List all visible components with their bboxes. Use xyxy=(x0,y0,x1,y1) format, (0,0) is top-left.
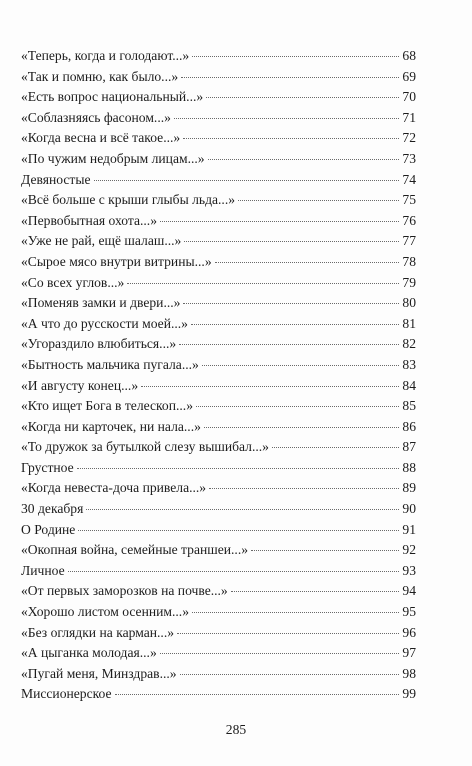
toc-entry-page-number: 77 xyxy=(402,233,416,249)
dot-leader xyxy=(174,118,399,119)
toc-entry-page-number: 99 xyxy=(402,686,416,702)
dot-leader xyxy=(127,283,399,284)
dot-leader xyxy=(192,612,399,613)
toc-entry xyxy=(21,211,416,232)
toc-entry-page-number: 75 xyxy=(402,192,416,208)
dot-leader xyxy=(94,180,400,181)
toc-entry-title: «Со всех углов...» xyxy=(21,274,125,290)
toc-entry-page-number: 71 xyxy=(402,109,416,125)
toc-entry-page-number: 82 xyxy=(402,336,416,352)
toc-entry-page-number: 85 xyxy=(402,398,416,414)
dot-leader xyxy=(251,550,399,551)
dot-leader xyxy=(209,488,399,489)
toc-entry-title: «А цыганка молодая...» xyxy=(21,645,157,661)
toc-entry-title: «Есть вопрос национальный...» xyxy=(21,89,204,105)
dot-leader xyxy=(206,97,399,98)
dot-leader xyxy=(77,468,400,469)
dot-leader xyxy=(184,241,399,242)
toc-entry-title: «Когда ни карточек, ни нала...» xyxy=(21,418,201,434)
toc-entry xyxy=(21,478,416,499)
dot-leader xyxy=(208,159,400,160)
toc-entry xyxy=(21,355,416,376)
dot-leader xyxy=(179,344,399,345)
toc-entry-title: Грустное xyxy=(21,459,74,475)
toc-entry-page-number: 91 xyxy=(402,521,416,537)
toc-entry-title: «Сырое мясо внутри витрины...» xyxy=(21,253,212,269)
toc-entry-page-number: 87 xyxy=(402,439,416,455)
toc-entry xyxy=(21,334,416,355)
toc-entry xyxy=(21,664,416,685)
dot-leader xyxy=(78,530,399,531)
toc-entry xyxy=(21,643,416,664)
toc-entry-title: 30 декабря xyxy=(21,501,84,517)
toc-entry xyxy=(21,87,416,108)
toc-entry xyxy=(21,458,416,479)
toc-entry xyxy=(21,170,416,191)
toc-entry xyxy=(21,252,416,273)
dot-leader xyxy=(86,509,399,510)
toc-entry-title: «Пугай меня, Минздрав...» xyxy=(21,665,177,681)
toc-entry xyxy=(21,684,416,705)
toc-entry xyxy=(21,46,416,67)
dot-leader xyxy=(192,56,399,57)
toc-entry-page-number: 94 xyxy=(402,583,416,599)
toc-entry-page-number: 93 xyxy=(402,562,416,578)
toc-entry-title: Миссионерское xyxy=(21,686,112,702)
toc-entry-page-number: 83 xyxy=(402,356,416,372)
toc-entry-title: «Уже не рай, ещё шалаш...» xyxy=(21,233,182,249)
toc-entry-page-number: 79 xyxy=(402,274,416,290)
toc-entry-page-number: 96 xyxy=(402,624,416,640)
toc-entry xyxy=(21,561,416,582)
dot-leader xyxy=(160,221,399,222)
dot-leader xyxy=(115,694,400,695)
toc-entry xyxy=(21,520,416,541)
toc-entry-page-number: 92 xyxy=(402,542,416,558)
dot-leader xyxy=(238,200,399,201)
toc-entry-page-number: 68 xyxy=(402,48,416,63)
toc-entry xyxy=(21,540,416,561)
toc-entry-page-number: 89 xyxy=(402,480,416,496)
toc-entry-page-number: 69 xyxy=(402,68,416,84)
table-of-contents xyxy=(21,46,416,705)
dot-leader xyxy=(204,427,400,428)
toc-entry-title: «От первых заморозков на почве...» xyxy=(21,583,228,599)
toc-entry-title: «Бытность мальчика пугала...» xyxy=(21,356,199,372)
toc-entry-title: «По чужим недобрым лицам...» xyxy=(21,150,205,166)
toc-entry-title: «Когда весна и всё такое...» xyxy=(21,130,181,146)
dot-leader xyxy=(202,365,400,366)
toc-entry-page-number: 76 xyxy=(402,212,416,228)
toc-entry-page-number: 95 xyxy=(402,604,416,620)
toc-entry-title: «Когда невеста-доча привела...» xyxy=(21,480,207,496)
toc-entry xyxy=(21,314,416,335)
toc-entry xyxy=(21,396,416,417)
dot-leader xyxy=(177,633,399,634)
toc-entry xyxy=(21,499,416,520)
toc-entry xyxy=(21,190,416,211)
toc-entry-title: «Угораздило влюбиться...» xyxy=(21,336,177,352)
toc-entry-page-number: 73 xyxy=(402,150,416,166)
dot-leader xyxy=(160,653,400,654)
toc-entry-page-number: 81 xyxy=(402,315,416,331)
toc-entry-title: «Окопная война, семейные траншеи...» xyxy=(21,542,249,558)
toc-entry-title: «Кто ищет Бога в телескоп...» xyxy=(21,398,193,414)
toc-entry xyxy=(21,437,416,458)
toc-entry-title: «Так и помню, как было...» xyxy=(21,68,179,84)
toc-entry-page-number: 97 xyxy=(402,645,416,661)
toc-entry-title: «Теперь, когда и голодают...» xyxy=(21,48,190,63)
toc-entry-title: «Соблазняясь фасоном...» xyxy=(21,109,171,125)
toc-entry-page-number: 84 xyxy=(402,377,416,393)
toc-entry-page-number: 90 xyxy=(402,501,416,517)
toc-entry xyxy=(21,231,416,252)
toc-entry xyxy=(21,67,416,88)
page-number: 285 xyxy=(225,722,247,737)
dot-leader xyxy=(215,262,400,263)
toc-entry-page-number: 74 xyxy=(402,171,416,187)
dot-leader xyxy=(183,303,399,304)
toc-entry-title: Личное xyxy=(21,562,65,578)
toc-entry-page-number: 78 xyxy=(402,253,416,269)
toc-entry-title: «Поменяв замки и двери...» xyxy=(21,295,181,311)
toc-entry-title: «И августу конец...» xyxy=(21,377,139,393)
toc-entry xyxy=(21,417,416,438)
toc-entry xyxy=(21,273,416,294)
toc-entry-title: «Первобытная охота...» xyxy=(21,212,158,228)
dot-leader xyxy=(68,571,400,572)
toc-entry-title: «Без оглядки на карман...» xyxy=(21,624,175,640)
toc-entry-title: «То дружок за бутылкой слезу вышибал...» xyxy=(21,439,269,455)
dot-leader xyxy=(196,406,399,407)
dot-leader xyxy=(272,447,399,448)
dot-leader xyxy=(183,138,399,139)
toc-entry-page-number: 72 xyxy=(402,130,416,146)
toc-entry-page-number: 70 xyxy=(402,89,416,105)
toc-entry-title: «А что до русскости моей...» xyxy=(21,315,188,331)
toc-entry-title: Девяностые xyxy=(21,171,91,187)
toc-entry xyxy=(21,623,416,644)
toc-entry xyxy=(21,128,416,149)
toc-entry-title: О Родине xyxy=(21,521,76,537)
toc-entry xyxy=(21,602,416,623)
dot-leader xyxy=(191,324,399,325)
dot-leader xyxy=(181,77,399,78)
toc-entry-page-number: 98 xyxy=(402,665,416,681)
toc-entry-page-number: 88 xyxy=(402,459,416,475)
toc-entry-title: «Всё больше с крыши глыбы льда...» xyxy=(21,192,236,208)
dot-leader xyxy=(180,674,400,675)
dot-leader xyxy=(141,386,399,387)
toc-entry xyxy=(21,376,416,397)
toc-entry xyxy=(21,149,416,170)
toc-entry-page-number: 80 xyxy=(402,295,416,311)
toc-entry-page-number: 86 xyxy=(402,418,416,434)
dot-leader xyxy=(231,591,400,592)
toc-entry xyxy=(21,293,416,314)
toc-entry-title: «Хорошо листом осенним...» xyxy=(21,604,189,620)
toc-entry xyxy=(21,581,416,602)
toc-entry xyxy=(21,108,416,129)
